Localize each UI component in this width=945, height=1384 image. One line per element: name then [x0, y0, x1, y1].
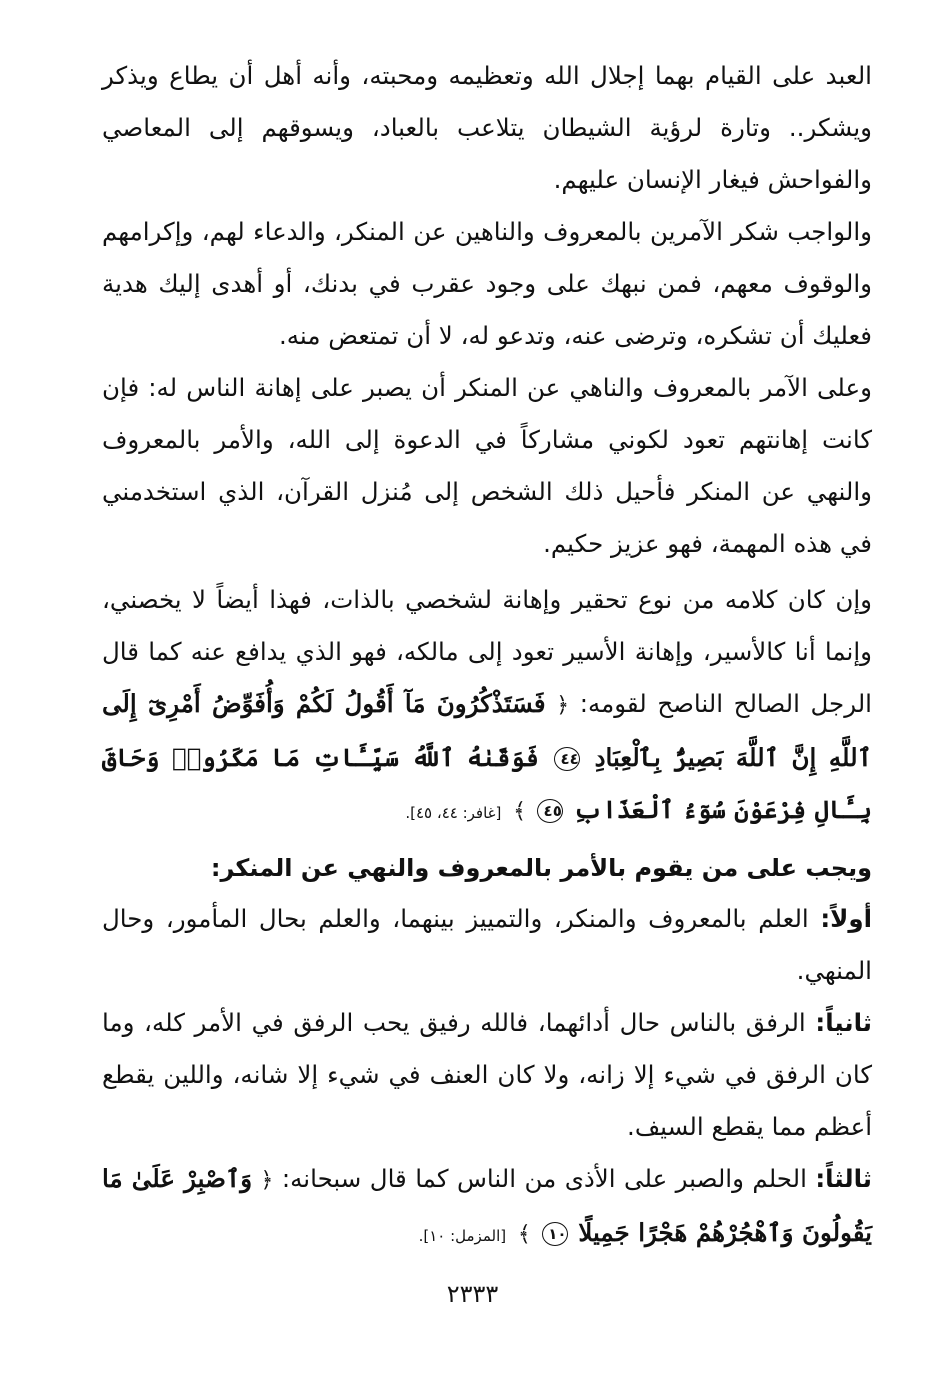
quran-open-bracket: ﴿: [556, 693, 570, 718]
page-body: [102, 50, 872, 1262]
paragraph-3: وعلى الآمر بالمعروف والناهي عن المنكر أن يصبر على إهانة الناس له: فإن كانت إهانتهم تعود لكوني مشاركاً في الدعوة إلى الله، والأمر بالمعروف والنهي عن المنكر فأحيل ذلك الشخص إلى مُنزل القرآن، الذي استخدمني في هذه المهمة، فهو عزيز حكيم.: [102, 373, 872, 558]
page-number: ٢٣٣٣: [446, 1280, 499, 1308]
paragraph-4-intro: وإن كان كلامه من نوع تحقير وإهانة لشخصي بالذات، فهذا أيضاً لا يخصني، وإنما أنا كالأسير، وإهانة الأسير تعود إلى مالكه، فهو الذي يدافع عنه كما قال الرجل الصالح الناصح لقومه:: [102, 585, 872, 718]
ayah-number-44: ٤٤: [554, 747, 580, 771]
paragraph-4: [102, 574, 872, 839]
point-3: [102, 1153, 872, 1262]
quran-open-bracket-2: ﴿: [260, 1168, 274, 1193]
point-2: [102, 997, 872, 1153]
quran-verse-ghafir-44: فَسَتَذْكُرُونَ مَآ أَقُولُ لَكُمْ وَأُفَوِّضُ أَمْرِىٓ إِلَى ٱللَّهِ إِنَّ ٱللَّهَ بَصِيرٌۢ بِٱلْعِبَادِ: [102, 689, 872, 772]
point-2-text: الرفق بالناس حال أدائهما، فالله رفيق يحب الرفق في الأمر كله، وما كان الرفق في شيء إلا زانه، ولا كان العنف في شيء إلا شانه، واللين يقطع أعظم مما يقطع السيف.: [102, 1008, 872, 1141]
quran-reference-muzzammil: [المزمل: ١٠].: [418, 1227, 507, 1245]
quran-verse-ghafir-45: فَوَقَىٰهُ ٱللَّهُ سَيِّـَٔاتِ مَا مَكَرُوا۟ وَحَاقَ بِـَٔالِ فِرْعَوْنَ سُوٓءُ ٱلْعَذَابِ: [102, 743, 872, 824]
ayah-number-45: ٤٥: [537, 799, 563, 823]
paragraph-1: العبد على القيام بهما إجلال الله وتعظيمه ومحبته، وأنه أهل أن يطاع ويذكر ويشكر.. وتارة لرؤية الشيطان يتلاعب بالعباد، ويسوقهم إلى المعاصي والفواحش فيغار الإنسان عليهم.: [102, 61, 872, 194]
ayah-number-10: ١٠: [542, 1222, 568, 1246]
point-1-text: العلم بالمعروف والمنكر، والتمييز بينهما، والعلم بحال المأمور، وحال المنهي.: [102, 904, 872, 985]
quran-reference-ghafir: [غافر: ٤٤، ٤٥].: [405, 804, 502, 822]
section-heading: ويجب على من يقوم بالأمر بالمعروف والنهي عن المنكر:: [210, 854, 872, 882]
point-3-label: ثالثاً:: [815, 1164, 872, 1193]
quran-close-bracket: ﴾: [513, 799, 527, 824]
point-1-label: أولاً:: [820, 904, 872, 933]
quran-close-bracket-2: ﴾: [517, 1222, 531, 1247]
paragraph-2: والواجب شكر الآمرين بالمعروف والناهين عن المنكر، والدعاء لهم، وإكرامهم والوقوف معهم، فمن نبهك على وجود عقرب في بدنك، أو أهدى إليك هدية فعليك أن تشكره، وترضى عنه، وتدعو له، لا أن تمتعض منه.: [102, 217, 872, 350]
point-3-text: الحلم والصبر على الأذى من الناس كما قال سبحانه:: [281, 1164, 807, 1193]
point-2-label: ثانياً:: [815, 1008, 872, 1037]
quran-verse-muzzammil-10: وَٱصْبِرْ عَلَىٰ مَا يَقُولُونَ وَٱهْجُرْهُمْ هَجْرًا جَمِيلًا: [102, 1164, 872, 1247]
point-1: [102, 893, 872, 997]
